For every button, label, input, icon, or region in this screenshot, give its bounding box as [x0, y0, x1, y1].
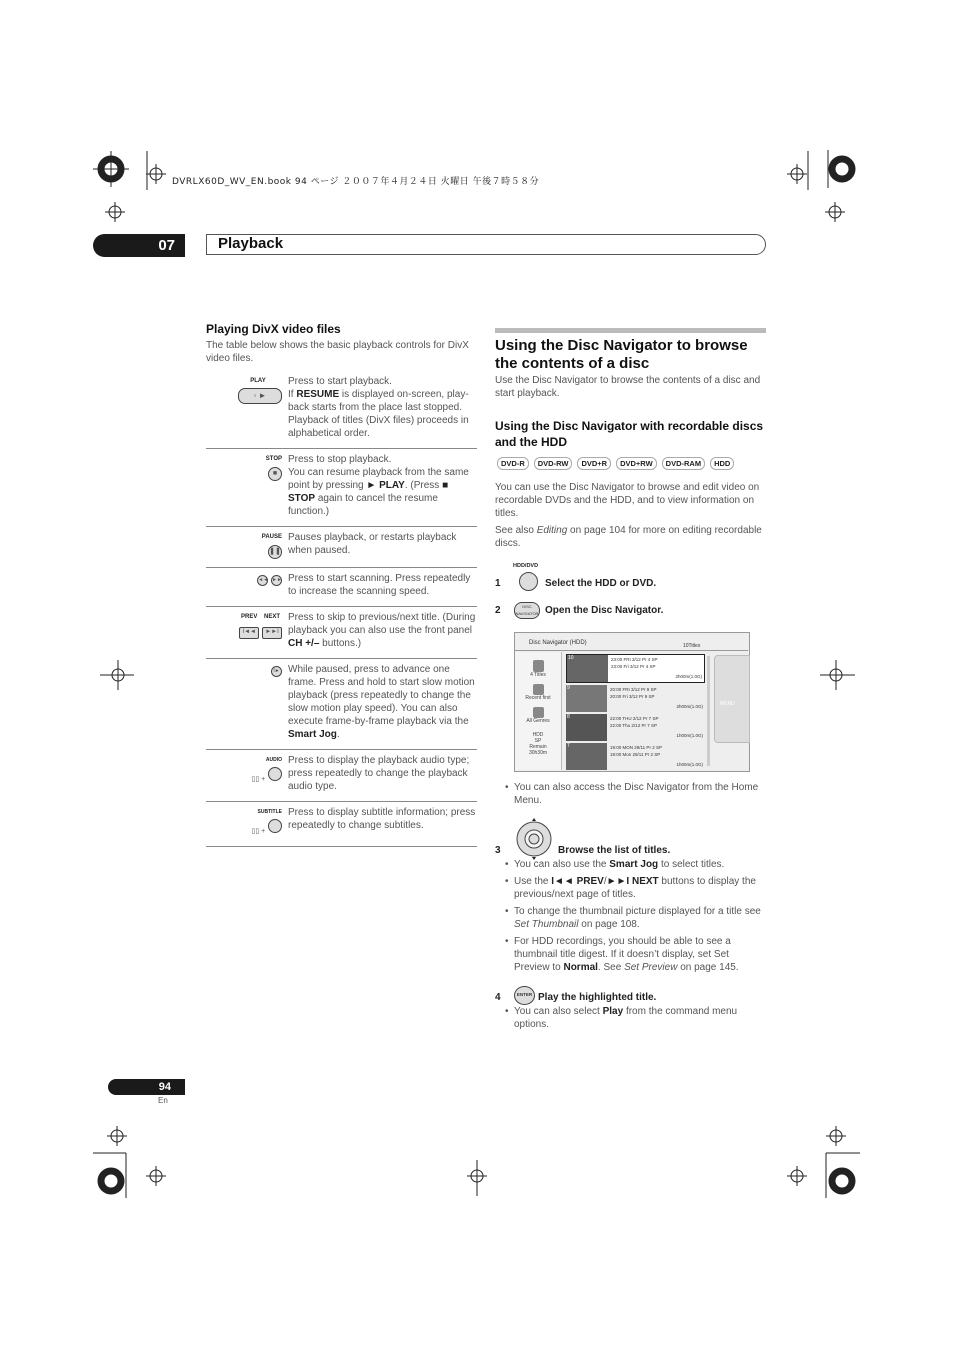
step-3-text: Browse the list of titles.	[558, 845, 671, 856]
play-label: PLAY	[250, 378, 266, 384]
section-bar	[206, 234, 766, 255]
table-row	[206, 750, 477, 802]
disc-type-badges	[497, 457, 739, 470]
step-1-number: 1	[495, 578, 501, 589]
screen-title-count: 10Titles	[683, 643, 701, 649]
sidebar-remain-time: 30h30m	[528, 750, 548, 756]
disc-badge: DVD+R	[577, 457, 611, 470]
hdd-dvd-label: HDD/DVD	[513, 563, 539, 569]
sidebar-sort: Recent first	[525, 695, 551, 701]
screen-title: Disc Navigator (HDD)	[529, 640, 587, 646]
section-title: Playback	[218, 235, 284, 252]
step-4-number: 4	[495, 992, 501, 1003]
prev-label: PREV	[241, 614, 258, 620]
pause-button-icon: ❚❚	[268, 545, 282, 559]
sidebar-mode: SP	[534, 738, 542, 744]
table-row	[206, 607, 477, 659]
heading-rule	[495, 328, 766, 333]
next-button-icon: ►►I	[262, 627, 282, 639]
stop-button-icon: ■	[268, 467, 282, 481]
list-item[interactable]: 7 19:00 MON 29/11 Pr 2 SP 19:00 Mon 29/11 Pr 2 SP 1h00m(1.0G)	[566, 743, 705, 770]
list-item[interactable]: 8 22:00 THU 2/12 Pr 7 SP 22:00 Thu 2/12 Pr 7 SP 1h00m(1.0G)	[566, 714, 705, 741]
list-item[interactable]: 10 23:00 FRI 3/12 Pr 4 SP 23:00 Fri 3/12 Pr 4 SP 2h00m(1.0G)	[566, 654, 705, 683]
disc-navigator-button-icon: DISC NAVIGATOR	[514, 602, 540, 619]
scan-description: Press to start scanning. Press repeatedly to increase the scanning speed.	[288, 568, 477, 607]
step-slow-icon: I►	[271, 666, 282, 677]
list-item: • To change the thumbnail picture displayed for a title see Set Thumbnail on page 108.	[505, 905, 767, 931]
disc-navigator-intro: Use the Disc Navigator to browse the contents of a disc and start playback.	[495, 375, 761, 399]
disc-navigator-heading: Using the Disc Navigator to browse the contents of a disc	[495, 337, 748, 372]
play-description: Press to start playback. If RESUME is displayed on-screen, play-back starts from the place last stopped. Playback of titles (DivX files) proceeds in alphabetical order.	[288, 371, 477, 449]
play-button-icon: ◦ ►	[238, 388, 282, 404]
subtitle-label: SUBTITLE	[257, 809, 282, 815]
subtitle-button-icon	[268, 819, 282, 833]
chapter-number: 07	[93, 234, 185, 257]
list-item[interactable]: 9 20:00 FRI 3/12 Pr 9 SP 20:00 Fri 3/12 Pr 9 SP 2h00m(1.0G)	[566, 685, 705, 712]
book-file-line: DVRLX60D_WV_EN.book 94 ページ ２００７年４月２４日 火曜日 午後７時５８分	[172, 177, 540, 187]
prev-next-description: Press to skip to previous/next title. (During playback you can also use the front panel CH +/– buttons.)	[288, 607, 477, 659]
divx-heading: Playing DivX video files	[206, 322, 341, 336]
pause-label: PAUSE	[261, 534, 282, 540]
list-item: • For HDD recordings, you should be able to see a thumbnail title digest. If it doesn’t display, set Set Preview to Normal. See Set Preview on page 145.	[505, 935, 767, 974]
step-slow-description: While paused, press to advance one frame. Press and hold to start slow motion playback (press repeatedly to change the slow motion play speed). You can also execute frame-by-frame playback via the Smart Jog.	[288, 659, 477, 750]
screen-title-list	[566, 654, 705, 770]
divx-controls-table	[206, 371, 477, 847]
disc-badge: DVD+RW	[616, 457, 657, 470]
sidebar-remain: Remain	[529, 744, 547, 750]
disc-badge: DVD-R	[497, 457, 529, 470]
note-list-1	[505, 781, 767, 811]
stop-description: Press to stop playback. You can resume playback from the same point by pressing ► PLAY. (Press ■ STOP again to cancel the resume function.)	[288, 449, 477, 527]
enter-button-icon: ENTER	[514, 986, 535, 1005]
disc-navigator-screen	[514, 632, 750, 772]
subtitle-description: Press to display subtitle information; press repeatedly to change subtitles.	[288, 802, 477, 847]
list-item: • You can also select Play from the command menu options.	[505, 1005, 767, 1031]
screen-sidebar	[515, 652, 562, 770]
screen-scrollbar[interactable]	[707, 656, 710, 766]
step-2-number: 2	[495, 605, 501, 616]
navigator-para2: See also Editing on page 104 for more on editing recordable discs.	[495, 525, 762, 549]
sidebar-genres: All Genres	[526, 718, 550, 724]
joystick-icon	[511, 818, 557, 860]
table-row	[206, 659, 477, 750]
step-2-text: Open the Disc Navigator.	[545, 605, 664, 616]
step-3-number: 3	[495, 845, 501, 856]
table-row	[206, 802, 477, 847]
sidebar-hdd: HDD	[532, 732, 544, 738]
note-list-3	[505, 858, 767, 978]
scan-forward-icon: ►►	[271, 575, 282, 586]
table-row	[206, 527, 477, 568]
audio-description: Press to display the playback audio type; press repeatedly to change the playback audio type.	[288, 750, 477, 802]
disc-badge: HDD	[710, 457, 734, 470]
hdd-dvd-button-icon	[519, 572, 538, 591]
list-item: • You can also use the Smart Jog to select titles.	[505, 858, 767, 871]
screen-menu-panel[interactable]: MENU	[714, 655, 750, 743]
list-item: • Use the I◄◄ PREV/►►I NEXT buttons to display the previous/next page of titles.	[505, 875, 767, 901]
table-row	[206, 568, 477, 607]
stop-label: STOP	[265, 456, 282, 462]
divx-intro: The table below shows the basic playback controls for DivX video files.	[206, 340, 469, 364]
main-sub-icon: ▯▯ +	[251, 776, 266, 783]
prev-button-icon: I◄◄	[239, 627, 259, 639]
language-label: En	[158, 1096, 168, 1105]
note-list-4	[505, 1005, 767, 1035]
list-item: • You can also access the Disc Navigator from the Home Menu.	[505, 781, 767, 807]
recordable-subheading: Using the Disc Navigator with recordable discs and the HDD	[495, 419, 764, 449]
scan-reverse-icon: ◄◄	[257, 575, 268, 586]
table-row	[206, 449, 477, 527]
disc-badge: DVD-RW	[534, 457, 573, 470]
disc-badge: DVD-RAM	[662, 457, 705, 470]
pause-description: Pauses playback, or restarts playback when paused.	[288, 527, 477, 568]
sidebar-count: 4 Titles	[530, 672, 546, 678]
next-label: NEXT	[263, 614, 280, 620]
audio-button-icon	[268, 767, 282, 781]
navigator-para1: You can use the Disc Navigator to browse and edit video on recordable DVDs and the HDD, and to view information on titles.	[495, 482, 760, 519]
audio-label: AUDIO	[265, 757, 282, 763]
main-sub-icon: ▯▯ +	[251, 828, 266, 835]
table-row	[206, 371, 477, 449]
page-number: 94	[108, 1079, 185, 1095]
step-4-text: Play the highlighted title.	[538, 992, 657, 1003]
step-1-text: Select the HDD or DVD.	[545, 578, 657, 589]
